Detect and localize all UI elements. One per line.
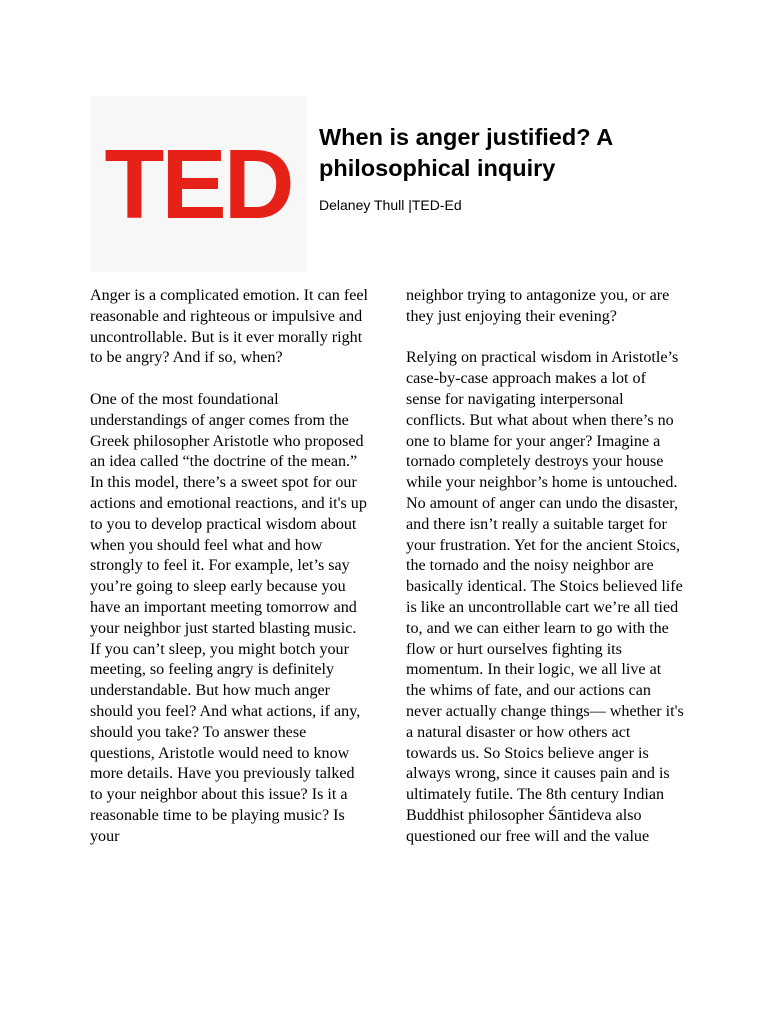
paragraph: neighbor trying to antagonize you, or are they just enjoying their evening?	[406, 287, 670, 325]
paragraph: Relying on practical wisdom in Aristotle’s case-by-case approach makes a lot of sense for navigating interpersonal conflicts. But what about when there’s no one to blame for your anger? Imagine a tornado completely destroys your house while your neighbor’s home is untouched. No amount of anger can undo the disaster, and there isn’t really a suitable target for your frustration. Yet for the ancient Stoics, the tornado and the noisy neighbor are basically identical. The Stoics believed life is like an uncontrollable cart we’re all tied to, and we can either learn to go with the flow or hurt ourselves fighting its momentum. In their logic, we all live at the whims of fate, and our actions can never actually change things— whether it's a natural disaster or how others act towards us. So Stoics believe anger is always wrong, since it causes pain and is ultimately futile. The 8th century Indian Buddhist philosopher Śāntideva also questioned our free will and the value	[406, 349, 684, 845]
ted-logo-text: TED	[104, 129, 292, 239]
author-byline: Delaney Thull |TED-Ed	[319, 197, 462, 213]
paragraph: Anger is a complicated emotion. It can feel reasonable and righteous or impulsive and uncontrollable. But is it ever morally right to be angry? And if so, when?	[90, 287, 368, 367]
paragraph: One of the most foundational understandings of anger comes from the Greek philosopher Aristotle who proposed an idea called “the doctrine of the mean.” In this model, there’s a sweet spot for our actions and emotional reactions, and it's up to you to develop practical wisdom about when you should feel what and how strongly to feel it. For example, let’s say you’re going to sleep early because you have an important meeting tomorrow and your neighbor just started blasting music. If you can’t sleep, you might botch your meeting, so feeling angry is definitely understandable. But how much anger should you feel? And what actions, if any, should you take? To answer these questions, Aristotle would need to know more details. Have you previously talked to your neighbor about this issue? Is it a reasonable time to be playing music? Is your	[90, 390, 367, 845]
left-column	[90, 286, 368, 868]
right-column	[406, 286, 684, 868]
document-title: When is anger justified? A philosophical inquiry	[319, 124, 613, 181]
ted-logo	[90, 96, 306, 272]
